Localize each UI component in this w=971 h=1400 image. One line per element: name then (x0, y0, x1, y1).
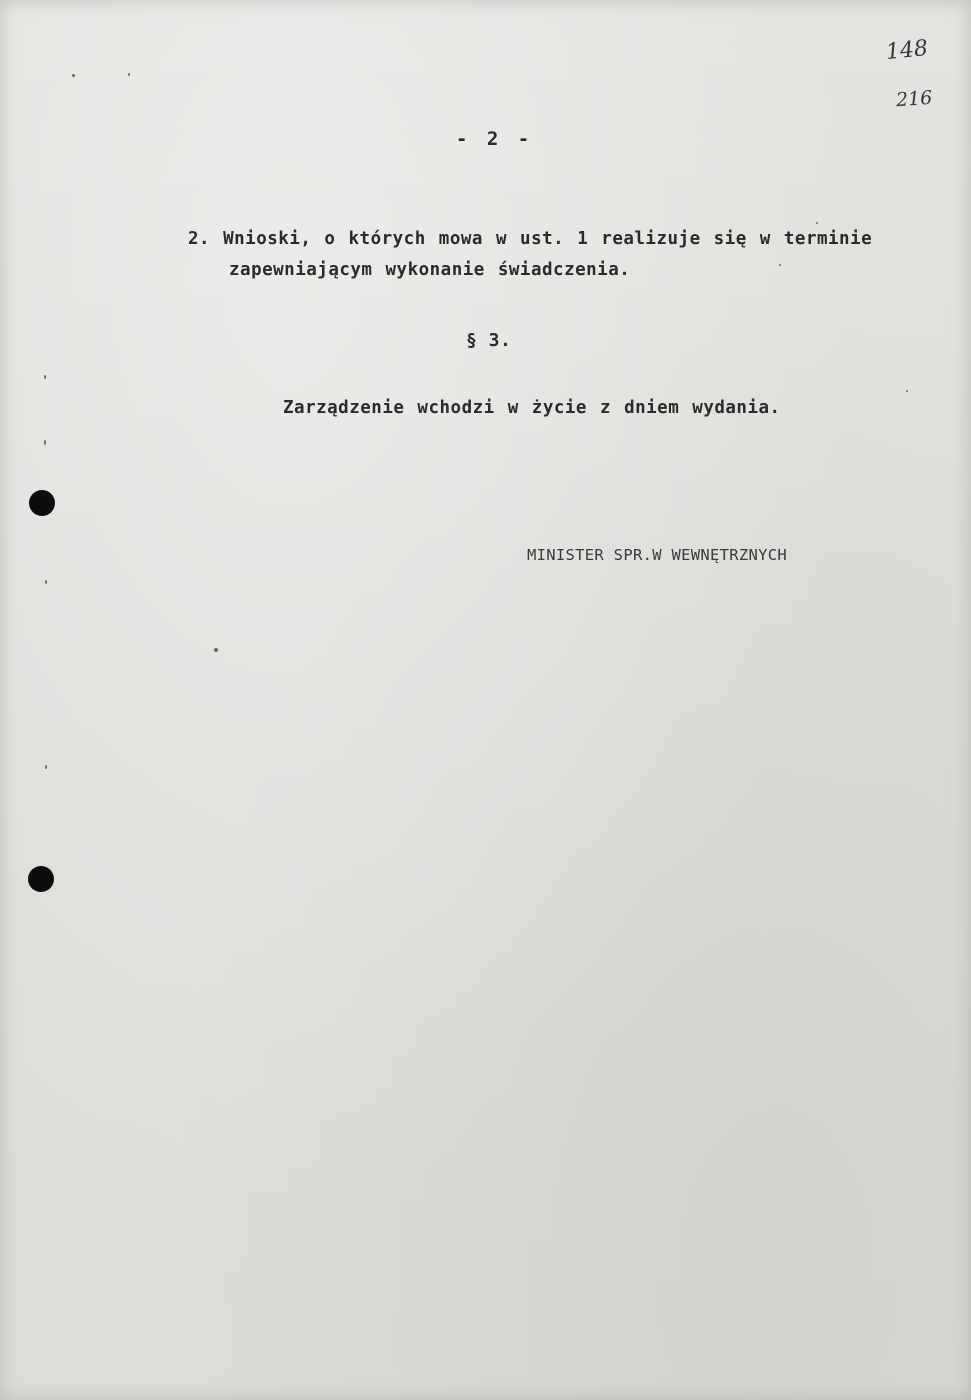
paper-speck (779, 264, 781, 266)
paper-speck (906, 390, 908, 392)
section-3-text: Zarządzenie wchodzi w życie z dniem wydania. (283, 398, 781, 418)
punch-hole-top (29, 490, 55, 516)
paper-speck (128, 73, 130, 76)
page-number: - 2 - (456, 128, 534, 150)
punch-hole-bottom (28, 866, 54, 892)
paper-speck (45, 580, 47, 584)
signature-block: MINISTER SPR.W WEWNĘTRZNYCH (527, 546, 788, 564)
handwritten-folio-number: 216 (895, 86, 933, 112)
paper-speck (72, 74, 75, 77)
paper-speck (816, 222, 818, 224)
section-3-heading: § 3. (466, 330, 512, 351)
item-2-line-2: zapewniającym wykonanie świadczenia. (229, 260, 631, 280)
item-2-line-1: 2. Wnioski, o których mowa w ust. 1 realizuje się w terminie (188, 229, 873, 249)
handwritten-archive-number: 148 (884, 35, 930, 66)
paper-speck (214, 648, 218, 652)
paper-speck (45, 765, 47, 769)
paper-speck (44, 375, 46, 379)
paper-speck (44, 440, 46, 445)
